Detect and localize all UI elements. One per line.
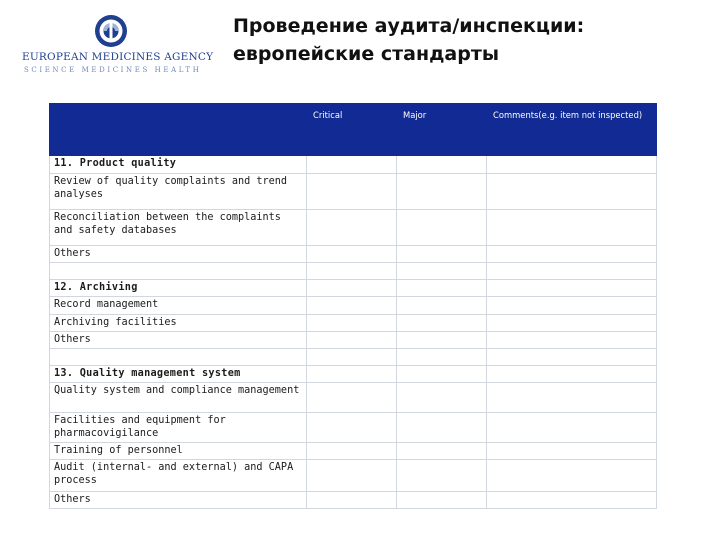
comments-cell[interactable] xyxy=(487,443,657,460)
major-cell[interactable] xyxy=(397,460,487,492)
table-row xyxy=(50,349,657,366)
checklist-item: Quality system and compliance management xyxy=(50,383,307,413)
comments-cell[interactable] xyxy=(487,315,657,332)
section-heading: 12. Archiving xyxy=(50,280,307,297)
major-cell[interactable] xyxy=(397,492,487,509)
critical-cell[interactable] xyxy=(307,210,397,246)
logo-tagline: SCIENCE MEDICINES HEALTH xyxy=(24,66,202,74)
major-cell[interactable] xyxy=(397,366,487,383)
critical-cell[interactable] xyxy=(307,349,397,366)
table-row xyxy=(50,413,657,443)
ema-emblem-icon xyxy=(94,14,128,48)
major-cell[interactable] xyxy=(397,174,487,210)
comments-cell[interactable] xyxy=(487,297,657,315)
major-cell[interactable] xyxy=(397,315,487,332)
critical-cell[interactable] xyxy=(307,280,397,297)
major-cell[interactable] xyxy=(397,210,487,246)
checklist-item xyxy=(50,263,307,280)
table-row xyxy=(50,263,657,280)
checklist-item: Archiving facilities xyxy=(50,315,307,332)
table-row xyxy=(50,332,657,349)
checklist-item: Record management xyxy=(50,297,307,315)
header-comments: Comments(e.g. item not inspected) xyxy=(487,104,657,156)
table-row xyxy=(50,210,657,246)
major-cell[interactable] xyxy=(397,443,487,460)
major-cell[interactable] xyxy=(397,332,487,349)
table-header-row xyxy=(50,104,657,156)
checklist-item: Others xyxy=(50,332,307,349)
comments-cell[interactable] xyxy=(487,174,657,210)
critical-cell[interactable] xyxy=(307,246,397,263)
major-cell[interactable] xyxy=(397,156,487,174)
table-row xyxy=(50,174,657,210)
checklist-item: Audit (internal- and external) and CAPA process xyxy=(50,460,307,492)
table-row xyxy=(50,383,657,413)
section-row xyxy=(50,156,657,174)
table-row xyxy=(50,443,657,460)
comments-cell[interactable] xyxy=(487,413,657,443)
critical-cell[interactable] xyxy=(307,460,397,492)
major-cell[interactable] xyxy=(397,413,487,443)
page-title xyxy=(233,12,703,68)
comments-cell[interactable] xyxy=(487,263,657,280)
critical-cell[interactable] xyxy=(307,332,397,349)
section-heading: 13. Quality management system xyxy=(50,366,307,383)
critical-cell[interactable] xyxy=(307,443,397,460)
comments-cell[interactable] xyxy=(487,156,657,174)
critical-cell[interactable] xyxy=(307,156,397,174)
major-cell[interactable] xyxy=(397,263,487,280)
comments-cell[interactable] xyxy=(487,349,657,366)
table-row xyxy=(50,315,657,332)
major-cell[interactable] xyxy=(397,297,487,315)
comments-cell[interactable] xyxy=(487,246,657,263)
section-heading: 11. Product quality xyxy=(50,156,307,174)
title-line-1: Проведение аудита/инспекции: xyxy=(233,15,585,37)
critical-cell[interactable] xyxy=(307,174,397,210)
comments-cell[interactable] xyxy=(487,280,657,297)
table-row xyxy=(50,492,657,509)
table-row xyxy=(50,460,657,492)
critical-cell[interactable] xyxy=(307,383,397,413)
checklist-item: Review of quality complaints and trend analyses xyxy=(50,174,307,210)
checklist-item: Others xyxy=(50,492,307,509)
header-critical: Critical xyxy=(307,104,397,156)
major-cell[interactable] xyxy=(397,280,487,297)
section-row xyxy=(50,366,657,383)
critical-cell[interactable] xyxy=(307,297,397,315)
logo-name: EUROPEAN MEDICINES AGENCY xyxy=(22,51,214,63)
comments-cell[interactable] xyxy=(487,332,657,349)
critical-cell[interactable] xyxy=(307,492,397,509)
major-cell[interactable] xyxy=(397,383,487,413)
major-cell[interactable] xyxy=(397,349,487,366)
comments-cell[interactable] xyxy=(487,460,657,492)
critical-cell[interactable] xyxy=(307,413,397,443)
ema-logo xyxy=(22,14,214,80)
critical-cell[interactable] xyxy=(307,263,397,280)
checklist-item xyxy=(50,349,307,366)
comments-cell[interactable] xyxy=(487,210,657,246)
comments-cell[interactable] xyxy=(487,366,657,383)
critical-cell[interactable] xyxy=(307,366,397,383)
checklist-item: Reconciliation between the complaints and safety databases xyxy=(50,210,307,246)
checklist-item: Others xyxy=(50,246,307,263)
checklist-item: Training of personnel xyxy=(50,443,307,460)
header-item xyxy=(50,104,307,156)
header-major: Major xyxy=(397,104,487,156)
table-row xyxy=(50,297,657,315)
comments-cell[interactable] xyxy=(487,492,657,509)
comments-cell[interactable] xyxy=(487,383,657,413)
major-cell[interactable] xyxy=(397,246,487,263)
critical-cell[interactable] xyxy=(307,315,397,332)
title-line-2: европейские стандарты xyxy=(233,43,500,65)
table-row xyxy=(50,246,657,263)
section-row xyxy=(50,280,657,297)
checklist-item: Facilities and equipment for pharmacovigilance xyxy=(50,413,307,443)
audit-checklist-table xyxy=(49,103,657,509)
